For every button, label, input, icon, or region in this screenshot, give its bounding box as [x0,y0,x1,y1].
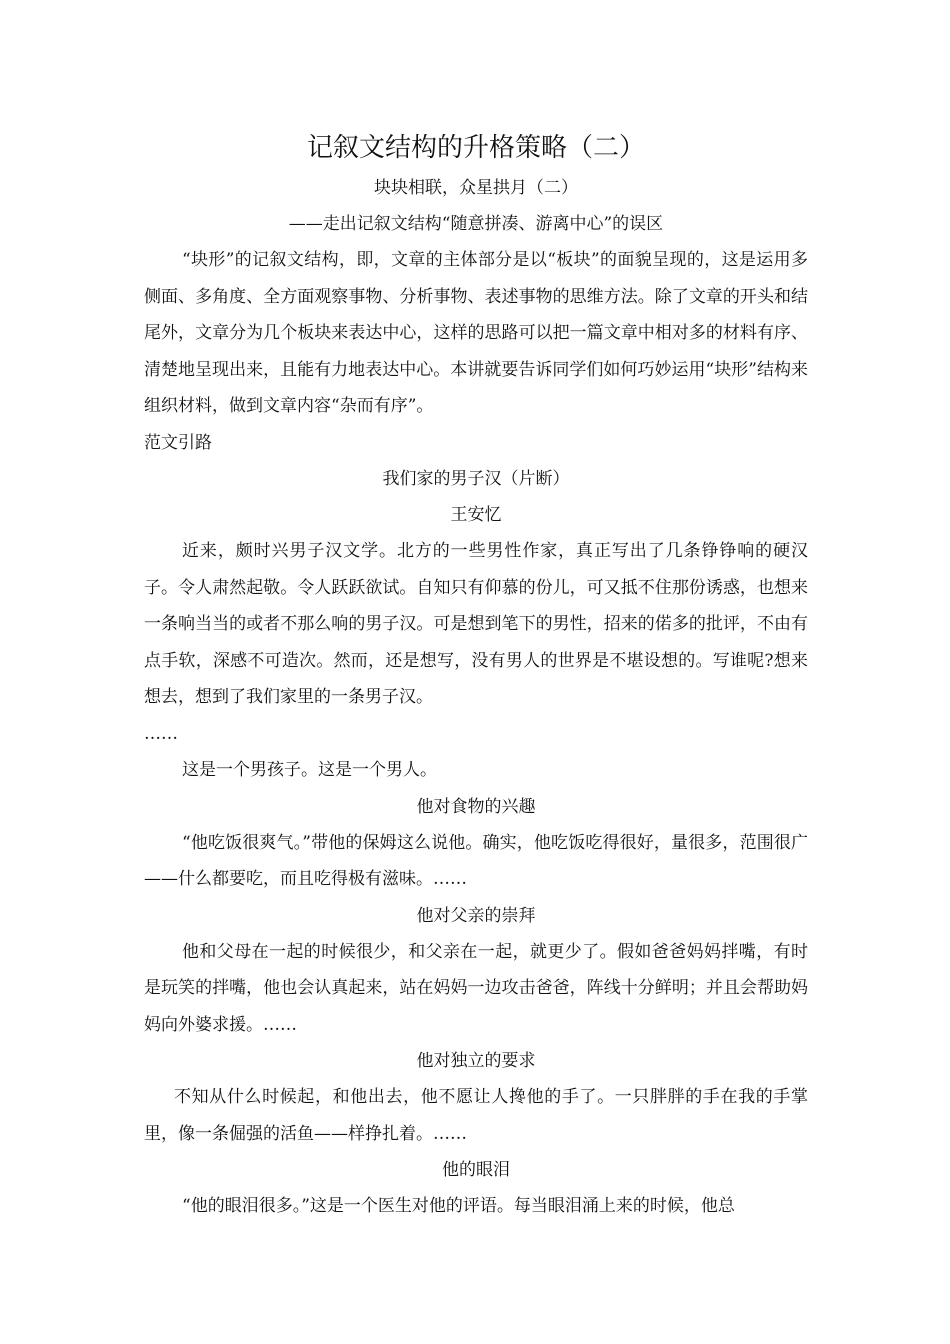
intro-paragraph: “块形”的记叙文结构，即，文章的主体部分是以“板块”的面貌呈现的，这是运用多侧面、多角度、全方面观察事物、分析事物、表述事物的思维方法。除了文章的开头和结尾外，文章分为几个板块来表达中心，这样的思路可以把一篇文章中相对多的材料有序、清楚地呈现出来，且能有力地表达中心。本讲就要告诉同学们如何巧妙运用“块形”结构来组织材料，做到文章内容“杂而有序”。 [144,250,808,416]
section-heading: 他的眼泪 [442,1160,510,1180]
essay-paragraph: 他和父母在一起的时候很少，和父亲在一起，就更少了。假如爸爸妈妈拌嘴，有时是玩笑的拌嘴，他也会认真起来，站在妈妈一边攻击爸爸，阵线十分鲜明；并且会帮助妈妈向外婆求援。…… [144,941,808,1035]
essay-paragraph: “他的眼泪很多。”这是一个医生对他的评语。每当眼泪涌上来的时候，他总 [182,1196,735,1216]
section-heading: 他对独立的要求 [416,1051,536,1071]
essay-paragraph: 近来，颇时兴男子汉文学。北方的一些男性作家，真正写出了几条铮铮响的硬汉子。令人肃然起敬。令人跃跃欲试。自知只有仰慕的份儿，可又抵不住那份诱惑，也想来一条响当当的或者不那么响的男子汉。可是想到笔下的男性，招来的偌多的批评，不由有点手软，深感不可造次。然而，还是想写，没有男人的世界是不堪设想的。写谁呢?想来想去，想到了我们家里的一条男子汉。 [144,541,808,707]
subtitle: 块块相联，众星拱月（二） [374,178,578,198]
page-title: 记叙文结构的升格策略（二） [306,133,645,163]
essay-title: 我们家的男子汉（片断） [382,469,570,489]
essay-paragraph: 这是一个男孩子。这是一个男人。 [182,760,437,780]
essay-paragraph: 不知从什么时候起，和他出去，他不愿让人搀他的手了。一只胖胖的手在我的手掌里，像一条倔强的活鱼——样挣扎着。…… [144,1087,808,1144]
section-heading: 他对父亲的崇拜 [416,905,536,926]
subtitle-tagline: ——走出记叙文结构“随意拼凑、游离中心”的误区 [288,214,664,234]
document-body [144,128,808,1225]
essay-author: 王安忆 [450,505,502,525]
section-heading: 他对食物的兴趣 [416,796,536,817]
ellipsis-line: …… [144,723,178,744]
essay-paragraph: “他吃饭很爽气。”带他的保姆这么说他。确实，他吃饭吃得很好，量很多，范围很广——什么都要吃，而且吃得极有滋味。…… [144,832,808,889]
section-label: 范文引路 [144,432,212,453]
